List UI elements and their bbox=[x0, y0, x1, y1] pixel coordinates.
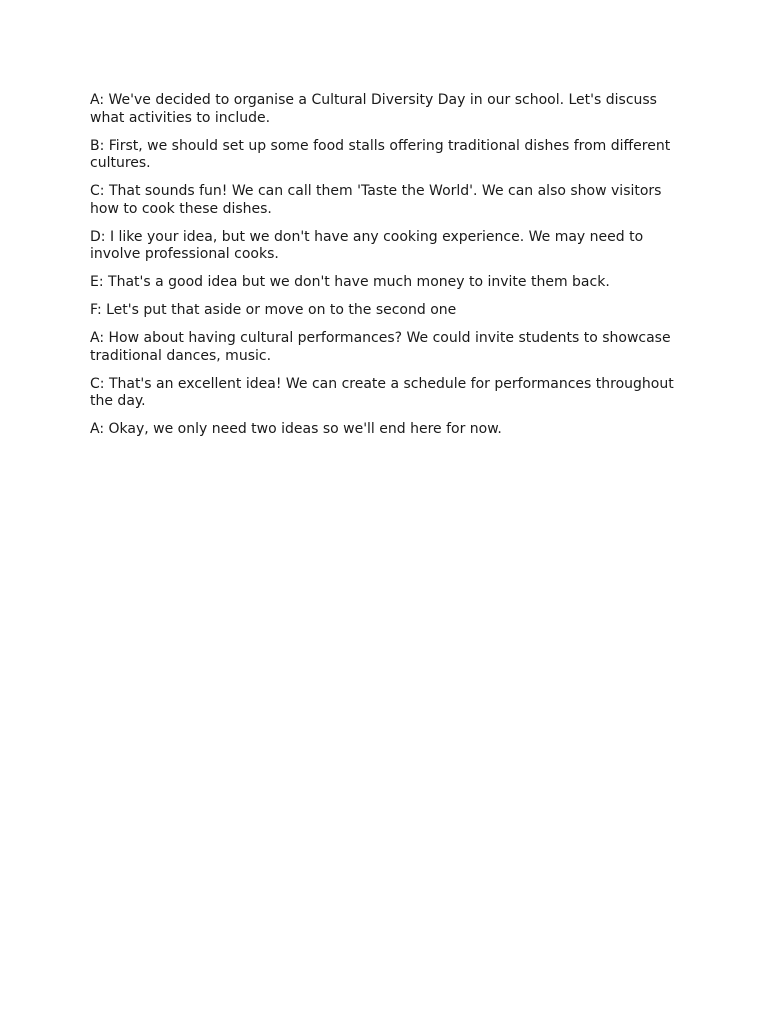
dialogue-line-c-1: C: That sounds fun! We can call them 'Taste the World'. We can also show visitors how to cook these dishes. bbox=[90, 183, 662, 217]
dialogue-line-e-1: E: That's a good idea but we don't have much money to invite them back. bbox=[90, 274, 610, 290]
dialogue-transcript bbox=[90, 92, 680, 449]
dialogue-line-f-1: F: Let's put that aside or move on to the second one bbox=[90, 302, 457, 318]
dialogue-line-c-2: C: That's an excellent idea! We can create a schedule for performances throughout the day. bbox=[90, 375, 674, 409]
dialogue-line-a-1: A: We've decided to organise a Cultural Diversity Day in our school. Let's discuss what activities to include. bbox=[90, 92, 657, 126]
dialogue-line-a-2: A: How about having cultural performances? We could invite students to showcase traditional dances, music. bbox=[90, 330, 671, 364]
dialogue-line-d-1: D: I like your idea, but we don't have any cooking experience. We may need to involve professional cooks. bbox=[90, 228, 644, 262]
dialogue-line-a-3: A: Okay, we only need two ideas so we'll end here for now. bbox=[90, 421, 502, 437]
dialogue-line-b-1: B: First, we should set up some food stalls offering traditional dishes from different cultures. bbox=[90, 137, 671, 171]
